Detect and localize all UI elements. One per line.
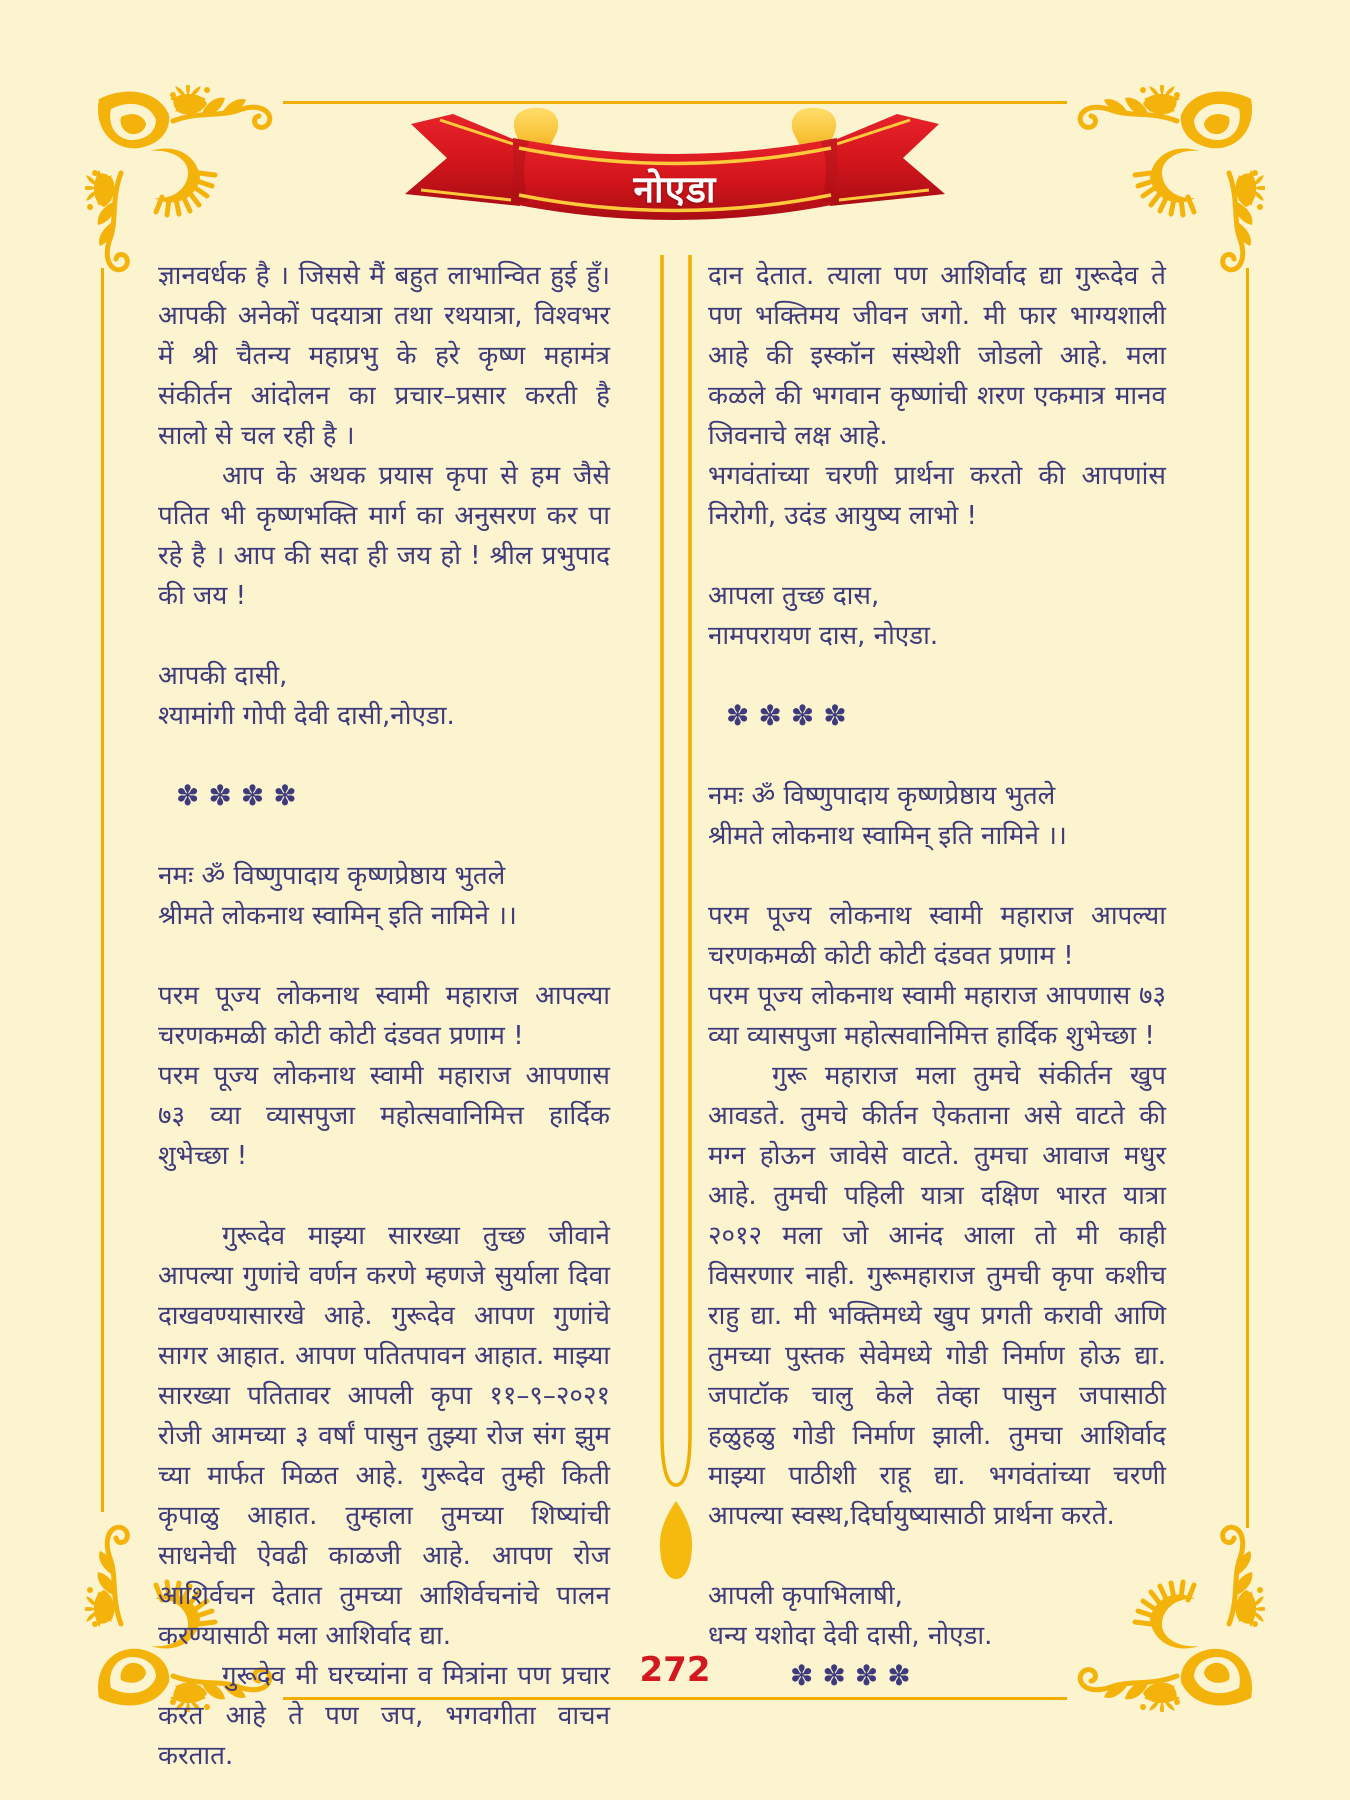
signoff-line: आपला तुच्छ दास, <box>708 581 880 611</box>
shloka <box>158 856 610 936</box>
signoff-line: आपली कृपाभिलाषी, <box>708 1581 903 1611</box>
ribbon-banner <box>395 100 955 235</box>
paragraph: गुरूदेव मी घरच्यांना व मित्रांना पण प्रचार करत आहे ते पण जप, भगवगीता वाचन करतात. <box>158 1661 610 1771</box>
signoff <box>708 576 1166 656</box>
corner-ornament-top-left <box>85 85 285 285</box>
signoff <box>158 656 610 736</box>
shloka-line: नमः ॐ विष्णुपादाय कृष्णप्रेष्ठाय भुतले <box>708 781 1056 811</box>
paragraph: परम पूज्य लोकनाथ स्वामी महाराज आपणास ७३ व्या व्यासपुजा महोत्सवानिमित्त हार्दिक शुभेच्छा ! <box>708 981 1166 1051</box>
paragraph: दान देतात. त्याला पण आशिर्वाद द्या गुरूदेव ते पण भक्तिमय जीवन जगो. मी फार भाग्यशाली आहे की इस्कॉन संस्थेशी जोडलो आहे. मला कळले की भगवान कृष्णांची शरण एकमात्र मानव जिवनाचे लक्ष आहे. <box>708 261 1166 451</box>
signoff <box>708 1576 1166 1656</box>
section-separator: ✽✽✽✽ <box>726 699 856 732</box>
shloka-line: श्रीमते लोकनाथ स्वामिन् इति नामिने ।। <box>158 901 517 931</box>
paragraph: गुरू महाराज मला तुमचे संकीर्तन खुप आवडते. तुमचे कीर्तन ऐकताना असे वाटते की मग्न होऊन जावेसे वाटते. तुमचा आवाज मधुर आहे. तुमची पहिली यात्रा दक्षिण भारत यात्रा २०१२ मला जो आनंद आला तो मी काही विसरणार नाही. गुरूमहाराज तुमची कृपा कशीच राहु द्या. मी भक्तिमध्ये खुप प्रगती करावी आणि तुमच्या पुस्तक सेवेमध्ये गोडी निर्माण होऊ द्या. जपाटॉक चालु केले तेव्हा पासुन जपासाठी हळुहळु गोडी निर्माण झाली. तुमचा आशिर्वाद माझ्या पाठीशी राहू द्या. भगवंतांच्या चरणी आपल्या स्वस्थ,दिर्घायुष्यासाठी प्रार्थना करते. <box>708 1061 1166 1531</box>
banner-title: नोएडा <box>633 168 717 211</box>
signoff-line: नामपरायण दास, नोएडा. <box>708 621 939 651</box>
paragraph: भगवंतांच्या चरणी प्रार्थना करतो की आपणांस निरोगी, उदंड आयुष्य लाभो ! <box>708 461 1166 531</box>
paragraph: गुरूदेव माझ्या सारख्या तुच्छ जीवाने आपल्या गुणांचे वर्णन करणे म्हणजे सुर्याला दिवा दाखवण्यासारखे आहे. गुरूदेव आपण गुणांचे सागर आहात. आपण पतितपावन आहात. माझ्या सारख्या पतितावर आपली कृपा ११–९–२०२१ रोजी आमच्या ३ वर्षां पासुन तुझ्या रोज संग झुम च्या मार्फत मिळत आहे. गुरूदेव तुम्ही किती कृपाळु आहात. तुम्हाला तुमच्या शिष्यांची साधनेची ऐवढी काळजी आहे. आपण रोज आशिर्वचन देतात तुमच्या आशिर्वचनांचे पालन करण्यासाठी मला आशिर्वाद द्या. <box>158 1221 610 1651</box>
section-separator: ✽✽✽✽ <box>790 1659 920 1692</box>
border-line-left <box>101 268 104 1512</box>
corner-ornament-top-right <box>1065 85 1265 285</box>
right-text-column <box>708 256 1166 1696</box>
shloka-line: नमः ॐ विष्णुपादाय कृष्णप्रेष्ठाय भुतले <box>158 861 506 891</box>
shloka-line: श्रीमते लोकनाथ स्वामिन् इति नामिने ।। <box>708 821 1067 851</box>
page-number: 272 <box>639 1650 711 1690</box>
column-divider <box>647 255 705 1590</box>
paragraph: ज्ञानवर्धक है । जिससे मैं बहुत लाभान्वित हुई हुँ। आपकी अनेकों पदयात्रा तथा रथयात्रा, विश्वभर में श्री चैतन्य महाप्रभु के हरे कृष्ण महामंत्र संकीर्तन आंदोलन का प्रचार–प्रसार करती है सालो से चल रही है । <box>158 261 610 451</box>
signoff-line: श्यामांगी गोपी देवी दासी,नोएडा. <box>158 701 455 731</box>
shloka <box>708 776 1166 856</box>
section-separator: ✽✽✽✽ <box>176 779 306 812</box>
signoff-line: धन्य यशोदा देवी दासी, नोएडा. <box>708 1621 993 1651</box>
border-line-right <box>1246 268 1249 1528</box>
paragraph: परम पूज्य लोकनाथ स्वामी महाराज आपल्या चरणकमळी कोटी कोटी दंडवत प्रणाम ! <box>158 981 610 1051</box>
paragraph: परम पूज्य लोकनाथ स्वामी महाराज आपल्या चरणकमळी कोटी कोटी दंडवत प्रणाम ! <box>708 901 1166 971</box>
paragraph: आप के अथक प्रयास कृपा से हम जैसे पतित भी कृष्णभक्ति मार्ग का अनुसरण कर पा रहे है । आप की सदा ही जय हो ! श्रील प्रभुपाद की जय ! <box>158 461 610 611</box>
paragraph: परम पूज्य लोकनाथ स्वामी महाराज आपणास ७३ व्या व्यासपुजा महोत्सवानिमित्त हार्दिक शुभेच्छा ! <box>158 1061 610 1171</box>
left-text-column <box>158 256 610 1776</box>
signoff-line: आपकी दासी, <box>158 661 288 691</box>
